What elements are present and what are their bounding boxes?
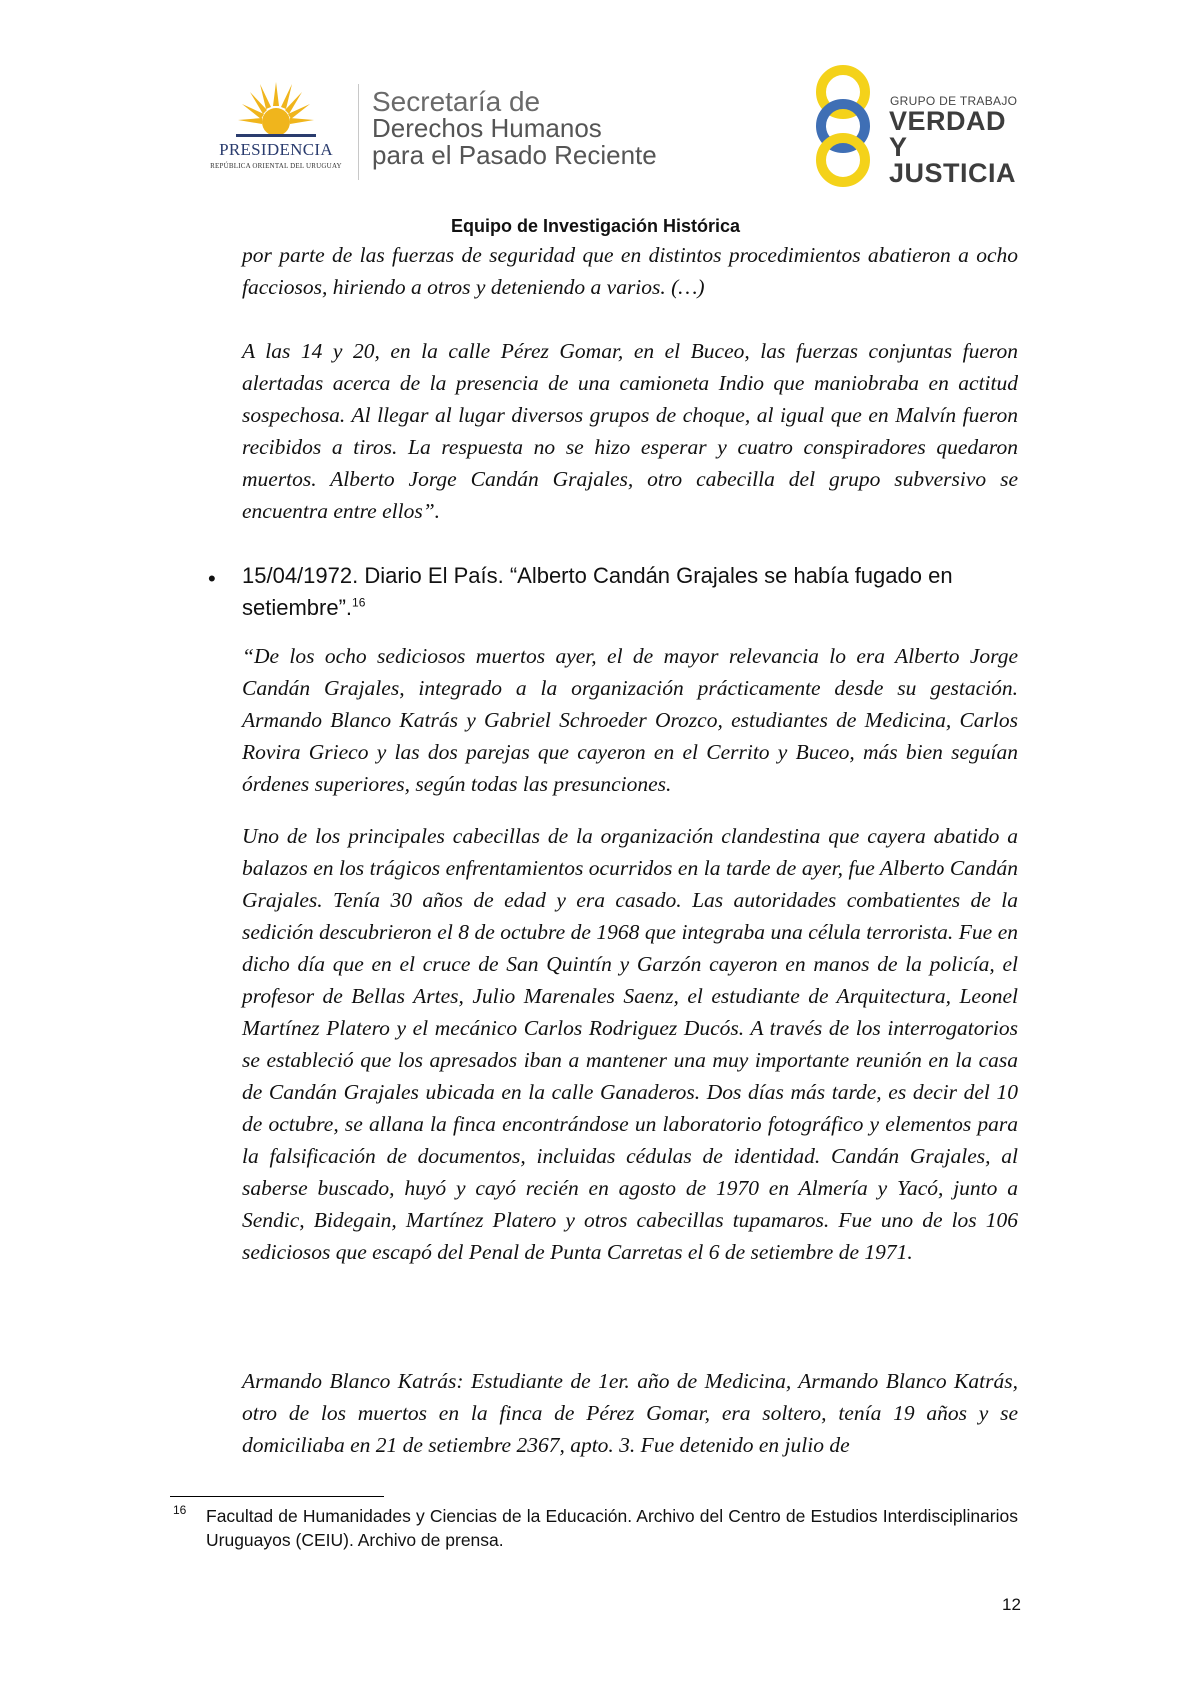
secretaria-line3: para el Pasado Reciente	[372, 140, 657, 170]
secretaria-line1: Secretaría de	[372, 86, 541, 117]
quote-paragraph-4: Uno de los principales cabecillas de la organización clandestina que cayera abatido a balazos en los trágicos enfrentamientos ocurridos en la tarde de ayer, fue Alberto Candán Grajales. Tenía 30 años de edad y era casado. Las autoridades combatientes de la sedición descubrieron el 8 de octubre de 1968 que integraba una célula terrorista. Fue en dicho día que en el cruce de San Quintín y Garzón cayeron en manos de la policía, el profesor de Bellas Artes, Julio Marenales Saenz, el estudiante de Arquitectura, Leonel Martínez Platero y el mecánico Carlos Rodriguez Ducós. A través de los interrogatorios se estableció que los apresados iban a mantener una muy importante reunión en la casa de Candán Grajales ubicada en la calle Ganaderos. Dos días más tarde, es decir del 10 de octubre, se allana la finca encontrándose un laboratorio fotográfico y elementos para la falsificación de documentos, incluidas cédulas de identidad. Candán Grajales, al saberse buscado, huyó y cayó recién en agosto de 1970 en Almería y Yacó, junto a Sendic, Bidegain, Martínez Platero y otros cabecillas tupamaros. Fue uno de los 106 sediciosos que escapó del Penal de Punta Carretas el 6 de setiembre de 1971.	[242, 824, 1018, 1264]
presidencia-subtitle: REPÚBLICA ORIENTAL DEL URUGUAY	[210, 162, 342, 170]
verdad-justicia-logo	[810, 62, 1030, 192]
page-number: 12	[1002, 1595, 1021, 1614]
secretaria-title	[372, 88, 657, 169]
quote-paragraph-1: por parte de las fuerzas de seguridad que en distintos procedimientos abatieron a ocho facciosos, hiriendo a otros y deteniendo a varios. (…)	[242, 243, 1018, 299]
footnote-number: 16	[173, 1503, 187, 1517]
verdad-label: VERDAD Y	[889, 106, 1007, 162]
footnote-separator	[170, 1496, 384, 1497]
presidencia-logo	[196, 78, 356, 178]
justicia-label: JUSTICIA	[889, 158, 1017, 188]
bullet-marker: •	[208, 566, 216, 591]
bullet-text: 15/04/1972. Diario El País. “Alberto Candán Grajales se había fugado en setiembre”.	[242, 563, 953, 620]
quote-paragraph-3: “De los ocho sediciosos muertos ayer, el de mayor relevancia lo era Alberto Jorge Candán Grajales, integrado a la organización prácticamente desde su gestación. Armando Blanco Katrás y Gabriel Schroeder Orozco, estudiantes de Medicina, Carlos Rovira Grieco y las dos parejas que cayeron en el Cerrito y Buceo, más bien seguían órdenes superiores, según todas las presunciones.	[242, 644, 1018, 796]
secretaria-line2: Derechos Humanos	[372, 113, 602, 143]
presidencia-label: PRESIDENCIA	[219, 140, 333, 159]
verdad-justicia-label	[889, 108, 1030, 186]
bullet-item	[242, 560, 1032, 624]
team-title: Equipo de Investigación Histórica	[450, 216, 741, 236]
quote-paragraph-2: A las 14 y 20, en la calle Pérez Gomar, en el Buceo, las fuerzas conjuntas fueron alertadas acerca de la presencia de una camioneta Indio que maniobraba en actitud sospechosa. Al llegar al lugar diversos grupos de choque, al igual que en Malvín fueron recibidos a tiros. La respuesta no se hizo esperar y cuatro conspiradores quedaron muertos. Alberto Jorge Candán Grajales, otro cabecilla del grupo subversivo se encuentra entre ellos”.	[242, 339, 1018, 523]
grupo-label: GRUPO DE TRABAJO	[890, 94, 1018, 108]
linked-rings-icon	[810, 62, 880, 192]
footnote-ref[interactable]: 16	[352, 595, 366, 610]
footnote-text: Facultad de Humanidades y Ciencias de la Educación. Archivo del Centro de Estudios Interdisciplinarios Uruguayos (CEIU). Archivo de prensa.	[206, 1506, 1018, 1550]
quote-paragraph-5: Armando Blanco Katrás: Estudiante de 1er. año de Medicina, Armando Blanco Katrás, otro de los muertos en la finca de Pérez Gomar, era soltero, tenía 19 años y se domiciliaba en 21 de setiembre 2367, apto. 3. Fue detenido en julio de	[242, 1369, 1018, 1457]
header-divider	[358, 84, 359, 180]
